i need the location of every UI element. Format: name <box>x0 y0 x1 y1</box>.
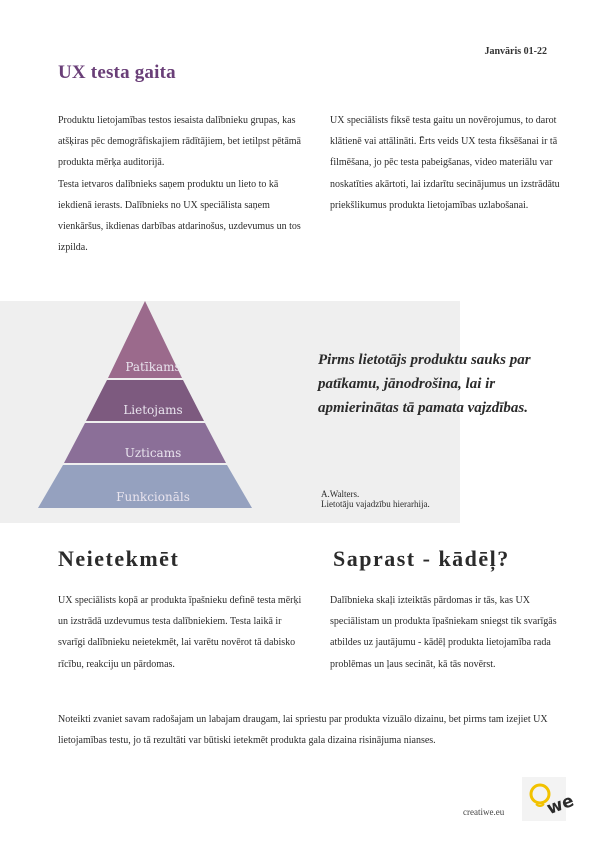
pyramid-label-pleasurable: Patīkams <box>125 360 181 374</box>
quote-attribution <box>321 489 430 509</box>
date-label: Janvāris 01-22 <box>484 46 547 57</box>
creatiwe-logo-icon <box>522 777 577 821</box>
intro-left-text <box>58 110 308 258</box>
pull-quote: Pirms lietotājs produktu sauks par patīkamu, jānodrošina, lai ir apmierinātas tā pamata vajzdības. <box>318 352 531 416</box>
pyramid-label-reliable: Uzticams <box>124 446 182 460</box>
intro-left-paragraph-1: Produktu lietojamības testos iesaista dalībnieku grupas, kas atšķiras pēc demogrāfiskajiem rādītājiem, bet ietilpst pētāmā produkta mērķa auditorijā. <box>58 115 301 169</box>
section-text-left: UX speciālists kopā ar produkta īpašnieku definē testa mērķi un izstrādā uzdevumus testa dalībniekiem. Testa laikā ir svarīgi dalībnieku neietekmēt, lai varētu novērot tā dabisko rīcību, reakciju un pārdomas. <box>58 595 302 670</box>
intro-left-paragraph-2: Testa ietvaros dalībnieks saņem produktu un lieto to kā iekdienā ierasts. Dalībnieks no UX speciālista saņem vienkāršus, ikdienas darbības atdarinošus, uzdevumus un tos izpilda. <box>58 178 301 254</box>
section-heading-right: Saprast - kādēļ? <box>333 546 510 571</box>
needs-pyramid <box>30 301 290 513</box>
section-text-right: Dalībnieka skaļi izteiktās pārdomas ir tās, kas UX speciālistam un produkta īpašniekam sniegst tik svarīgās atbildes uz jautājumu - kādēļ produkta lietojamība rada problēmas un ļaus secināt, kā tās novērst. <box>330 595 557 670</box>
quote-source: Lietotāju vajadzību hierarhija. <box>321 499 430 509</box>
logo-text: we <box>544 790 577 820</box>
section-heading-left: Neietekmēt <box>58 546 180 571</box>
intro-right-text: UX speciālists fiksē testa gaitu un novērojumus, to darot klātienē vai attālināti. Ērts veids UX testa fiksēšanai ir tā filmēšana, jo pēc testa pabeigšanas, video materiālu var noskatīties akārtoti, lai izdarītu secinājumus un izstrādātu priekšlikumus produkta lietojamības uzlabošanai. <box>330 115 560 211</box>
page-title: UX testa gaita <box>58 62 176 83</box>
pyramid-label-usable: Lietojams <box>123 403 183 417</box>
pyramid-label-functional: Funkcionāls <box>116 490 190 504</box>
closing-paragraph: Noteikti zvaniet savam radošajam un labajam draugam, lai spriestu par produkta vizuālo dizainu, bet pirms tam izejiet UX lietojamības testu, jo tā rezultāti var būtiski ietekmēt produkta gala dizaina risinājuma nianses. <box>58 714 548 747</box>
footer-website[interactable]: creatiwe.eu <box>463 807 505 817</box>
quote-author: A.Walters. <box>321 489 360 499</box>
